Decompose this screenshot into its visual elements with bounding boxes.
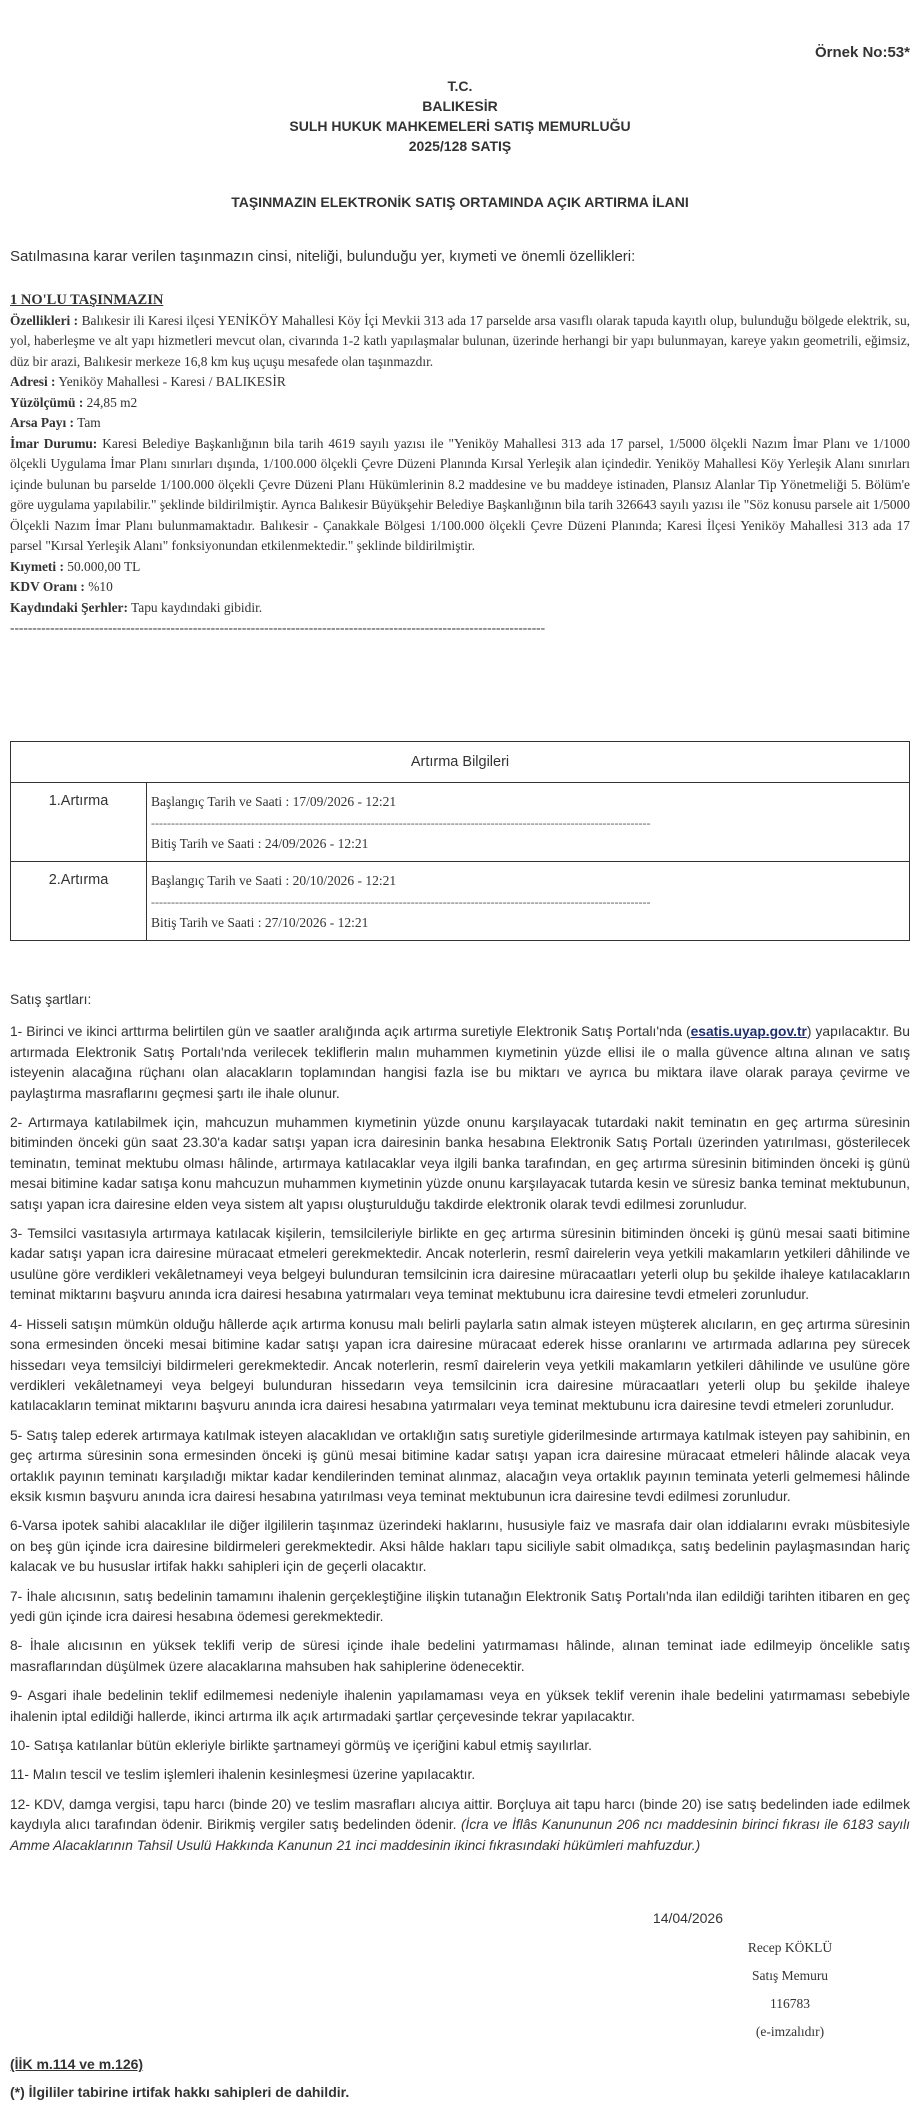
value-label: Kıymeti :	[10, 558, 64, 574]
zoning-value: Karesi Belediye Başkanlığının bila tarih 4619 sayılı yazısı ile "Yeniköy Mahallesi 313 ada 17 parsel, 1/5000 ölçekli Nazım İmar Planı ve 1/1000 ölçekli Uygulama İmar Planı sınırları dışında, 1/100.000 ölçekli Çevre Düzeni Planında Kırsal Yerleşik alan içindedir. Yeniköy Mahallesi Köy Yerleşik Alanı sınırları içinde bulunan bu parselde 1/100.000 ölçekli Çevre Düzeni Planı Hükümlerinin 8.2 maddesine ve bu maddeye istinaden, Plansız Alanlar Tip Yönetmeliği 5. Bölüm'e göre uygulama yapılabilir." şeklinde bildirilmiştir. Ayrıca Balıkesir Büyükşehir Belediye Başkanlığının bila tarih 326643 sayılı yazısı ile "Söz konusu parsele ait 1/5000 Ölçekli Nazım İmar Planı bulunmamaktadır. Balıkesir - Çanakkale Bölgesi 1/100.000 ölçekli Çevre Düzeni Planında; Karesi İlçesi Yeniköy Mahallesi 313 ada 17 parsel "Kırsal Yerleşik Alanı" fonksiyonundan etkilenmektedir." şeklinde bildirilmiştir.	[10, 435, 910, 553]
property-area	[10, 393, 910, 414]
auction-divider: -----------------------------------------------------------------------------------------------------------------------------	[151, 816, 651, 830]
condition-12	[10, 1795, 910, 1856]
area-value: 24,85 m2	[86, 394, 138, 410]
auction-label: 2.Artırma	[11, 862, 147, 941]
property-annotations	[10, 598, 910, 619]
condition-7: 7- İhale alıcısının, satış bedelinin tamamını ihalenin gerçekleştiğine ilişkin tutanağın Elektronik Satış Portalı'nda ilan edildiği tarihten itibaren en geç yedi gün içinde icra dairesi hesabına ödemesi gerekmektedir.	[10, 1588, 910, 1624]
share-label: Arsa Payı :	[10, 415, 74, 430]
property-share	[10, 413, 910, 434]
condition-2: 2- Artırmaya katılabilmek için, mahcuzun muhammen kıymetinin yüzde onunu karşılayacak tutardaki nakit teminatın en geç artırma süresinin bitiminden önceki gün saat 23.30'a kadar satışı yapan icra dairesinin banka hesabına Elektronik Satış Portalı üzerinden yatırılması, gösterilecek teminatın, teminat mektubu olması hâlinde, artırmaya katılacaklar veya ilgili banka tarafından, en geç artırma süresinin bitiminden önceki iş günü mesai bitimine kadar satışa konu mahcuzun muhammen kıymetinin yüzde onunu karşılayacak tutarda kesin ve süresiz banka teminat mektubunun, satışı yapan icra dairesine elden veya sistem alt yapısı oluşturulduğu takdirde elektronik olarak tevdi edilmesi zorunludur.	[10, 1115, 910, 1212]
header-line-office: SULH HUKUK MAHKEMELERİ SATIŞ MEMURLUĞU	[289, 118, 631, 134]
condition-1-text-cont: ) yapılacaktır. Bu artırmada Elektronik Satış Portalı'nda verilecek tekliflerin malın muhammen kıymetinin yüzde ellisi ile o malla güvence altına alınan ve satış isteyenin alacağına rüçhanı olan alacakların toplamından hangisi fazla ise bu miktarı ve ayrıca bu miktara ilave olarak paraya çevirme ve paylaştırma masraflarını geçmesi şartı ile ihale olunur.	[10, 1024, 910, 1101]
sale-conditions	[10, 990, 910, 1865]
condition-12-text: 12- KDV, damga vergisi, tapu harcı (binde 20) ve teslim masrafları alıcıya aittir. Borçluya ait tapu harcı (binde 20) ise satış bedelinden iade edilmek kaydıyla alıcı tarafından ödenir. Birikmiş vergiler satış bedelinden ödenir.	[10, 1796, 910, 1833]
signer-name: Recep KÖKLÜ	[747, 1940, 833, 1955]
share-value: Tam	[77, 415, 101, 430]
condition-9: 9- Asgari ihale bedelinin teklif edilmemesi nedeniyle ihalenin yapılamaması veya en yüksek teklif verenin ihale bedelini yatırmaması sebebiyle ihalenin iptal edildiği hallerde, ikinci artırma ilk açık artırmadaki şartlar çerçevesinde tekrar yapılacaktır.	[10, 1688, 910, 1724]
condition-8: 8- İhale alıcısının en yüksek teklifi verip de süresi içinde ihale bedelini yatırmaması hâlinde, alınan teminat iade edilmeyip öncelikle satış masraflarından düşülmek üzere alacaklarına mahsuben hak sahiplerine ödenecektir.	[10, 1638, 910, 1674]
ornek-no: Örnek No:53*	[814, 44, 910, 61]
signer-number: 116783	[770, 1996, 810, 2011]
vat-value: %10	[88, 579, 113, 594]
auction-start: Başlangıç Tarih ve Saati : 20/10/2026 - 12:21	[151, 873, 397, 888]
e-signature-note: (e-imzalıdır)	[755, 2024, 825, 2039]
document-date: 14/04/2026	[652, 1910, 723, 1926]
header-line-file: 2025/128 SATIŞ	[408, 138, 512, 154]
address-value: Yeniköy Mahallesi - Karesi / BALIKESİR	[58, 374, 286, 389]
auction-end: Bitiş Tarih ve Saati : 24/09/2026 - 12:21	[151, 836, 369, 851]
conditions-title: Satış şartları:	[10, 992, 92, 1007]
address-label: Adresi :	[10, 374, 56, 389]
property-zoning	[10, 434, 910, 557]
auction-start: Başlangıç Tarih ve Saati : 17/09/2026 - 12:21	[151, 794, 397, 809]
condition-4: 4- Hisseli satışın mümkün olduğu hâllerde açık artırma konusu malı belirli paylarla satın almak isteyen müşterek alıcıların, en geç artırma süresinin sona ermesinden önceki mesai bitimine kadar satışı yapan icra dairesine müracaat ederek hisse oranlarını ve artırmada adlarına pey sürecek hissedarı veya temsilciyi bildirmeleri gerekmektedir. Ancak noterlerin, resmî dairelerin veya yetkili makamların yetkileri dâhilinde ve usulüne göre verdikleri vekâletnameyi veya belgeyi bulunduran hissedarın veya temsilcinin icra dairesine müracaatları yeterli olup bu şekilde ihaleye katılacakların teminat miktarını başvuru anında icra dairesi hesabına yatırmaları veya teminat mektubunu icra dairesine tevdi etmeleri zorunludur.	[10, 1316, 910, 1414]
auction-table	[10, 741, 910, 941]
intro-text: Satılmasına karar verilen taşınmazın cinsi, niteliği, bulunduğu yer, kıymeti ve önemli özellikleri:	[10, 248, 636, 265]
esatis-link[interactable]: esatis.uyap.gov.tr	[690, 1024, 807, 1040]
auction-row	[11, 862, 910, 941]
condition-5: 5- Satış talep ederek artırmaya katılmak isteyen alacaklıdan ve ortaklığın satış suretiyle giderilmesinde artırmaya katılmak isteyen pay sahibinin, en geç artırma süresinin sona ermesinden önceki iş günü mesai bitimine kadar satışı yapan icra dairesine müracaat etmeleri hâlinde alacak veya ortaklık payının teminatı karşıladığı miktar kadar kendilerinden teminat alınmaz, alacağın veya ortaklık payının teminata yeterli gelmemesi hâlinde eksik kısmın başvuru anında icra dairesi hesabına yatırılması veya teminat mektubunun icra dairesine tevdi edilmesi zorunludur.	[10, 1427, 910, 1504]
vat-label: KDV Oranı :	[10, 579, 85, 594]
zoning-label: İmar Durumu:	[10, 435, 98, 451]
auction-row	[11, 783, 910, 862]
document-title: TAŞINMAZIN ELEKTRONİK SATIŞ ORTAMINDA AÇIK ARTIRMA İLANI	[231, 194, 689, 210]
condition-3: 3- Temsilci vasıtasıyla artırmaya katılacak kişilerin, temsilcileriyle birlikte en geç artırma süresinin bitiminden önceki iş günü mesai saati bitimine kadar satışı yapan icra dairesine müracaat etmeleri gerekmektedir. Ancak noterlerin, resmî dairelerin veya yetkili makamların yetkileri dâhilinde ve usulüne göre verdikleri vekâletnameyi veya belgeyi bulunduran temsilcinin icra dairesine müracaatları yeterli olup bu şekilde ihaleye katılacakların teminat miktarını başvuru anında icra dairesi hesabına yatırmaları veya teminat mektubunu icra dairesine tevdi etmeleri zorunludur.	[10, 1226, 910, 1303]
features-label: Özellikleri :	[10, 312, 79, 328]
separator-line: ------------------------------------------------------------------------------------------------------------------------	[10, 620, 546, 635]
annotations-label: Kaydındaki Şerhler:	[10, 599, 128, 615]
header-line-city: BALIKESİR	[422, 98, 498, 114]
condition-10: 10- Satışa katılanlar bütün ekleriyle birlikte şartnameyi görmüş ve içeriğini kabul etmiş sayılırlar.	[10, 1738, 593, 1753]
condition-1-text: 1- Birinci ve ikinci arttırma belirtilen gün ve saatler aralığında açık artırma suretiyle Elektronik Satış Portalı'nda (	[10, 1024, 691, 1040]
property-features	[10, 311, 910, 373]
auction-table-header: Artırma Bilgileri	[11, 742, 910, 783]
property-section	[10, 290, 910, 639]
condition-12-italic: (İcra ve İflâs Kanununun 206 ncı maddesinin birinci fıkrası ile 6183 sayılı Amme Alacaklarının Tahsil Usulü Hakkında Kanunun 21 inci maddesinin ikinci fıkrasındaki hükümleri mahfuzdur.)	[10, 1817, 910, 1853]
annotations-value: Tapu kaydındaki gibidir.	[131, 599, 263, 615]
property-address	[10, 372, 910, 393]
property-title: 1 NO'LU TAŞINMAZIN	[10, 292, 164, 308]
condition-11: 11- Malın tescil ve teslim işlemleri ihalenin kesinleşmesi üzerine yapılacaktır.	[10, 1767, 476, 1783]
property-vat	[10, 577, 910, 598]
auction-divider: -----------------------------------------------------------------------------------------------------------------------------	[151, 895, 651, 909]
condition-1	[10, 1022, 910, 1104]
auction-label: 1.Artırma	[11, 783, 147, 862]
area-label: Yüzölçümü :	[10, 394, 84, 410]
signer-title: Satış Memuru	[751, 1968, 829, 1983]
condition-6: 6-Varsa ipotek sahibi alacaklılar ile diğer ilgililerin taşınmaz üzerindeki haklarını, hususiyle faiz ve masrafa dair olan iddialarını evrakı müsbitesiyle on beş gün içinde icra dairesine bildirmeleri gerekmektedir. Aksi hâlde hakları tapu siciliyle sabit olmadıkça, satış bedelinin paylaşmasından hariç kalacak ve bu hususlar irtifak hakkı sahipleri için de geçerli olacaktır.	[10, 1518, 910, 1575]
property-value	[10, 557, 910, 578]
value-amount: 50.000,00 TL	[67, 558, 141, 574]
header-line-tc: T.C.	[447, 78, 473, 94]
features-value: Balıkesir ili Karesi ilçesi YENİKÖY Mahallesi Köy İçi Mevkii 313 ada 17 parselde arsa vasıflı olarak tapuda kayıtlı olup, bulunduğu bölgede elektrik, su, yol, haberleşme ve alt yapı hizmetleri mevcut olan, civarında 1-2 katlı yapılaşmalar bulunan, üzerinde herhangi bir yapı bulunmayan, kareye yakın geometrili, eğimsiz, düz bir arazi, Balıkesir merkeze 16,8 km kuş uçuşu mesafede olan taşınmazdır.	[10, 312, 910, 369]
auction-end: Bitiş Tarih ve Saati : 27/10/2026 - 12:21	[151, 915, 369, 930]
footnote: (*) İlgililer tabirine irtifak hakkı sahipleri de dahildir.	[10, 2084, 350, 2100]
law-reference: (İİK m.114 ve m.126)	[10, 2056, 144, 2072]
